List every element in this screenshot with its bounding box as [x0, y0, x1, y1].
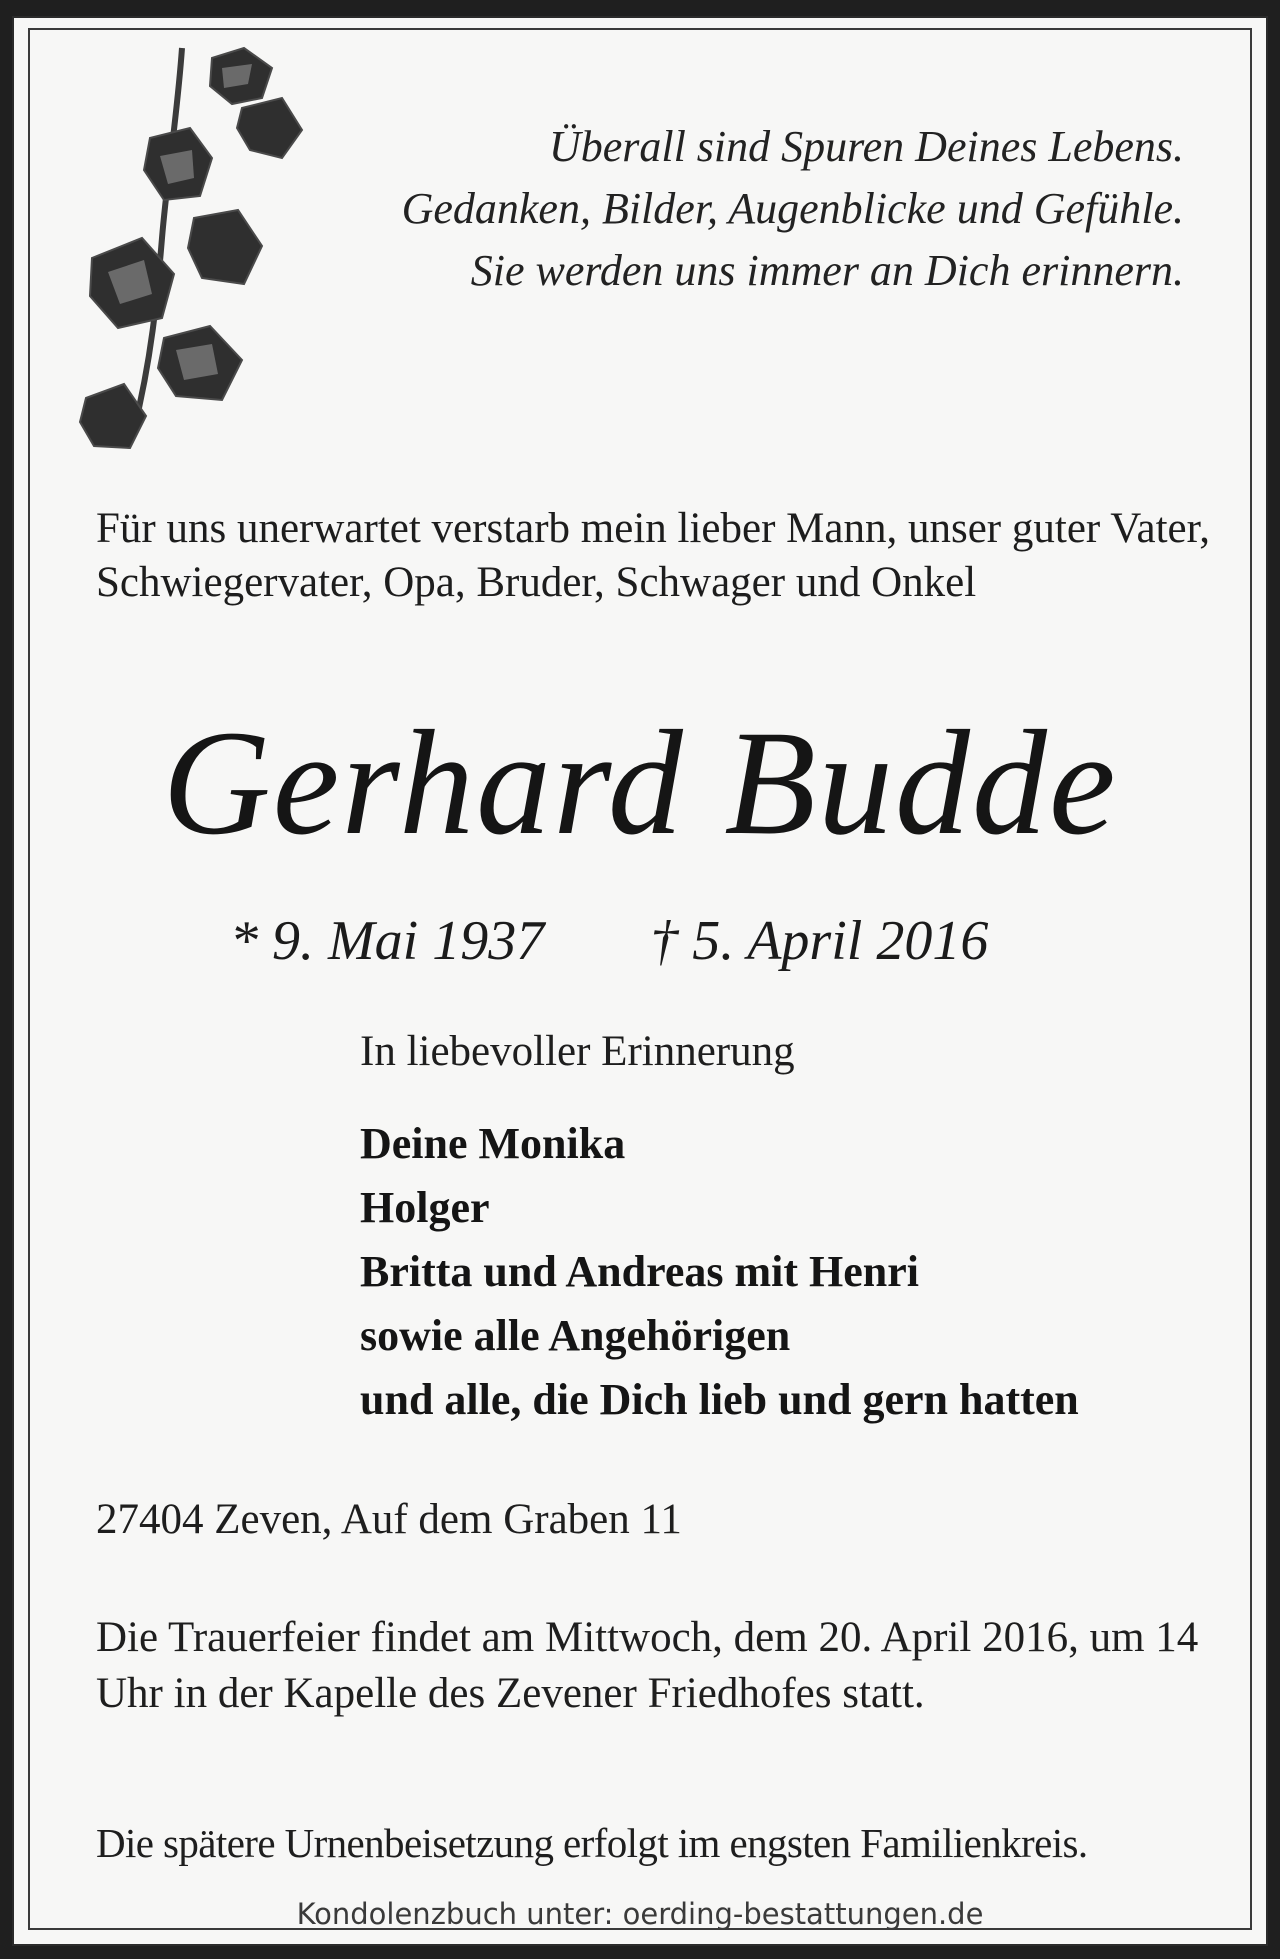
mourner: und alle, die Dich lieb und gern hatten — [360, 1375, 1079, 1424]
condolence-book-link[interactable]: Kondolenzbuch unter: oerding-bestattungen.de — [296, 1897, 984, 1931]
life-dates — [230, 906, 988, 976]
mourner: Britta und Andreas mit Henri — [360, 1247, 920, 1296]
mourner: sowie alle Angehörigen — [360, 1311, 791, 1360]
mourner: Deine Monika — [360, 1119, 626, 1168]
mourner: Holger — [360, 1183, 490, 1232]
funeral-service-info: Die Trauerfeier findet am Mittwoch, dem 20. April 2016, um 14 Uhr in der Kapelle des Zevener Friedhofes statt. — [96, 1614, 1199, 1717]
verse-line: Gedanken, Bilder, Augenblicke und Gefühle. — [401, 184, 1184, 233]
deceased-name: Gerhard Budde — [162, 700, 1118, 866]
obituary-card — [12, 16, 1268, 1946]
memorial-verse — [402, 116, 1184, 302]
death-date: † 5. April 2016 — [650, 910, 989, 972]
ivy-leaves-icon — [72, 38, 312, 458]
family-address: 27404 Zeven, Auf dem Graben 11 — [96, 1496, 682, 1543]
mourners-list — [360, 1112, 1079, 1432]
verse-line: Überall sind Spuren Deines Lebens. — [548, 122, 1184, 171]
urn-burial-info: Die spätere Urnenbeisetzung erfolgt im engsten Familienkreis. — [96, 1820, 1088, 1866]
memory-line: In liebevoller Erinnerung — [360, 1028, 795, 1075]
death-announcement: Für uns unerwartet verstarb mein lieber Mann, unser guter Vater, Schwiegervater, Opa, Bruder, Schwager und Onkel — [96, 505, 1210, 606]
verse-line: Sie werden uns immer an Dich erinnern. — [470, 246, 1184, 295]
birth-date: * 9. Mai 1937 — [230, 910, 545, 972]
